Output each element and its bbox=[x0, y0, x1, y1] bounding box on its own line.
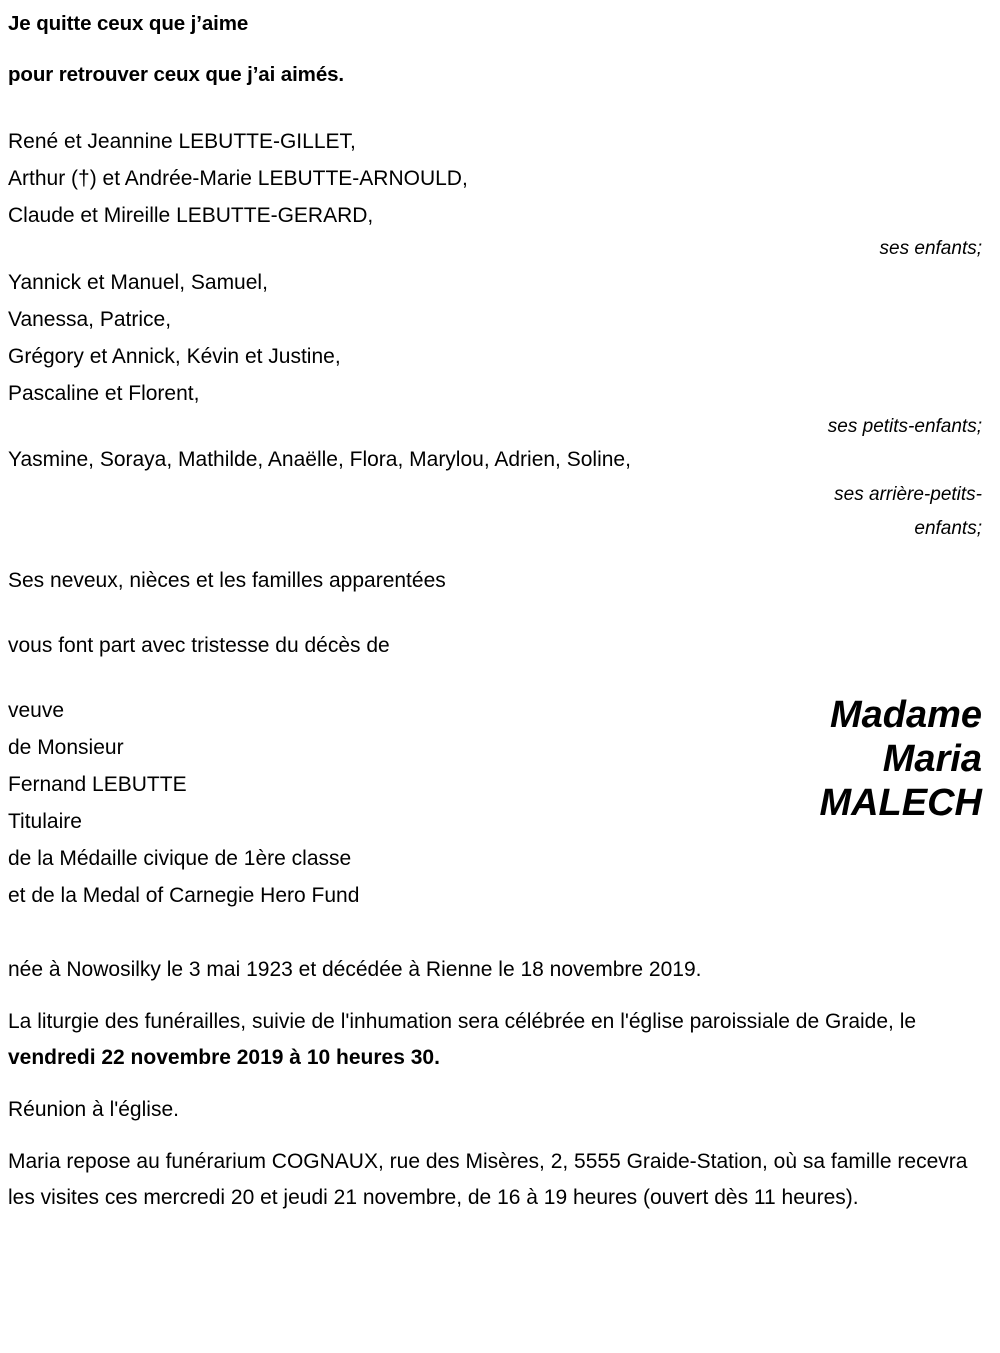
children-block bbox=[8, 123, 990, 264]
grandchild-line: Yannick et Manuel, Samuel, bbox=[8, 271, 268, 294]
great-grandchild-line: Yasmine, Soraya, Mathilde, Anaëlle, Flora, Marylou, Adrien, Soline, bbox=[8, 448, 631, 471]
epitaph-line-1: Je quitte ceux que j’aime bbox=[8, 12, 249, 35]
relation-label-great-grandchildren-part1: ses arrière-petits- bbox=[834, 484, 982, 505]
grandchildren-block bbox=[8, 264, 990, 442]
deceased-detail-line: de la Médaille civique de 1ère classe bbox=[8, 847, 352, 870]
deceased-first-name: Maria bbox=[882, 738, 982, 780]
extended-family-line: Ses neveux, nièces et les familles apparentées bbox=[8, 569, 446, 592]
grandchild-line: Vanessa, Patrice, bbox=[8, 308, 172, 331]
grandchild-line: Pascaline et Florent, bbox=[8, 382, 200, 405]
birth-death-dates: née à Nowosilky le 3 mai 1923 et décédée à Rienne le 18 novembre 2019. bbox=[8, 958, 702, 981]
spacer bbox=[8, 664, 990, 692]
deceased-last-name: MALECH bbox=[819, 782, 982, 824]
spacer bbox=[8, 599, 990, 627]
epitaph-line-2: pour retrouver ceux que j’ai aimés. bbox=[8, 62, 345, 86]
service-text: La liturgie des funérailles, suivie de l'inhumation sera célébrée en l'église paroissiale de Graide, le bbox=[8, 1010, 917, 1033]
gathering-line: Réunion à l'église. bbox=[8, 1098, 179, 1121]
deceased-detail-line: Fernand LEBUTTE bbox=[8, 773, 187, 796]
deceased-block bbox=[8, 692, 990, 914]
deceased-details bbox=[8, 692, 359, 914]
child-line: Arthur (†) et Andrée-Marie LEBUTTE-ARNOULD, bbox=[8, 167, 468, 190]
deceased-title: Madame bbox=[829, 694, 982, 736]
great-grandchildren-block bbox=[8, 442, 990, 546]
child-line: René et Jeannine LEBUTTE-GILLET, bbox=[8, 130, 356, 153]
relation-label-grandchildren: ses petits-enfants; bbox=[827, 416, 982, 437]
deceased-detail-line: veuve bbox=[8, 699, 65, 722]
announcement-line: vous font part avec tristesse du décès de bbox=[8, 634, 390, 657]
service-paragraph bbox=[8, 1004, 990, 1076]
service-datetime: vendredi 22 novembre 2019 à 10 heures 30. bbox=[8, 1046, 440, 1069]
deceased-name bbox=[819, 692, 990, 824]
spacer bbox=[8, 546, 990, 562]
spacer bbox=[8, 914, 990, 952]
deceased-detail-line: et de la Medal of Carnegie Hero Fund bbox=[8, 884, 360, 907]
epitaph-block bbox=[8, 14, 990, 85]
deceased-detail-line: de Monsieur bbox=[8, 736, 124, 759]
deceased-detail-line: Titulaire bbox=[8, 810, 82, 833]
child-line: Claude et Mireille LEBUTTE-GERARD, bbox=[8, 204, 374, 227]
relation-label-great-grandchildren-part2: enfants; bbox=[914, 518, 982, 539]
visitation-paragraph: Maria repose au funérarium COGNAUX, rue des Misères, 2, 5555 Graide-Station, où sa famille recevra les visites ces mercredi 20 et jeudi 21 novembre, de 16 à 19 heures (ouvert dès 11 heures). bbox=[8, 1150, 968, 1209]
grandchild-line: Grégory et Annick, Kévin et Justine, bbox=[8, 345, 341, 368]
relation-label-children: ses enfants; bbox=[879, 238, 982, 259]
spacer bbox=[8, 85, 990, 123]
